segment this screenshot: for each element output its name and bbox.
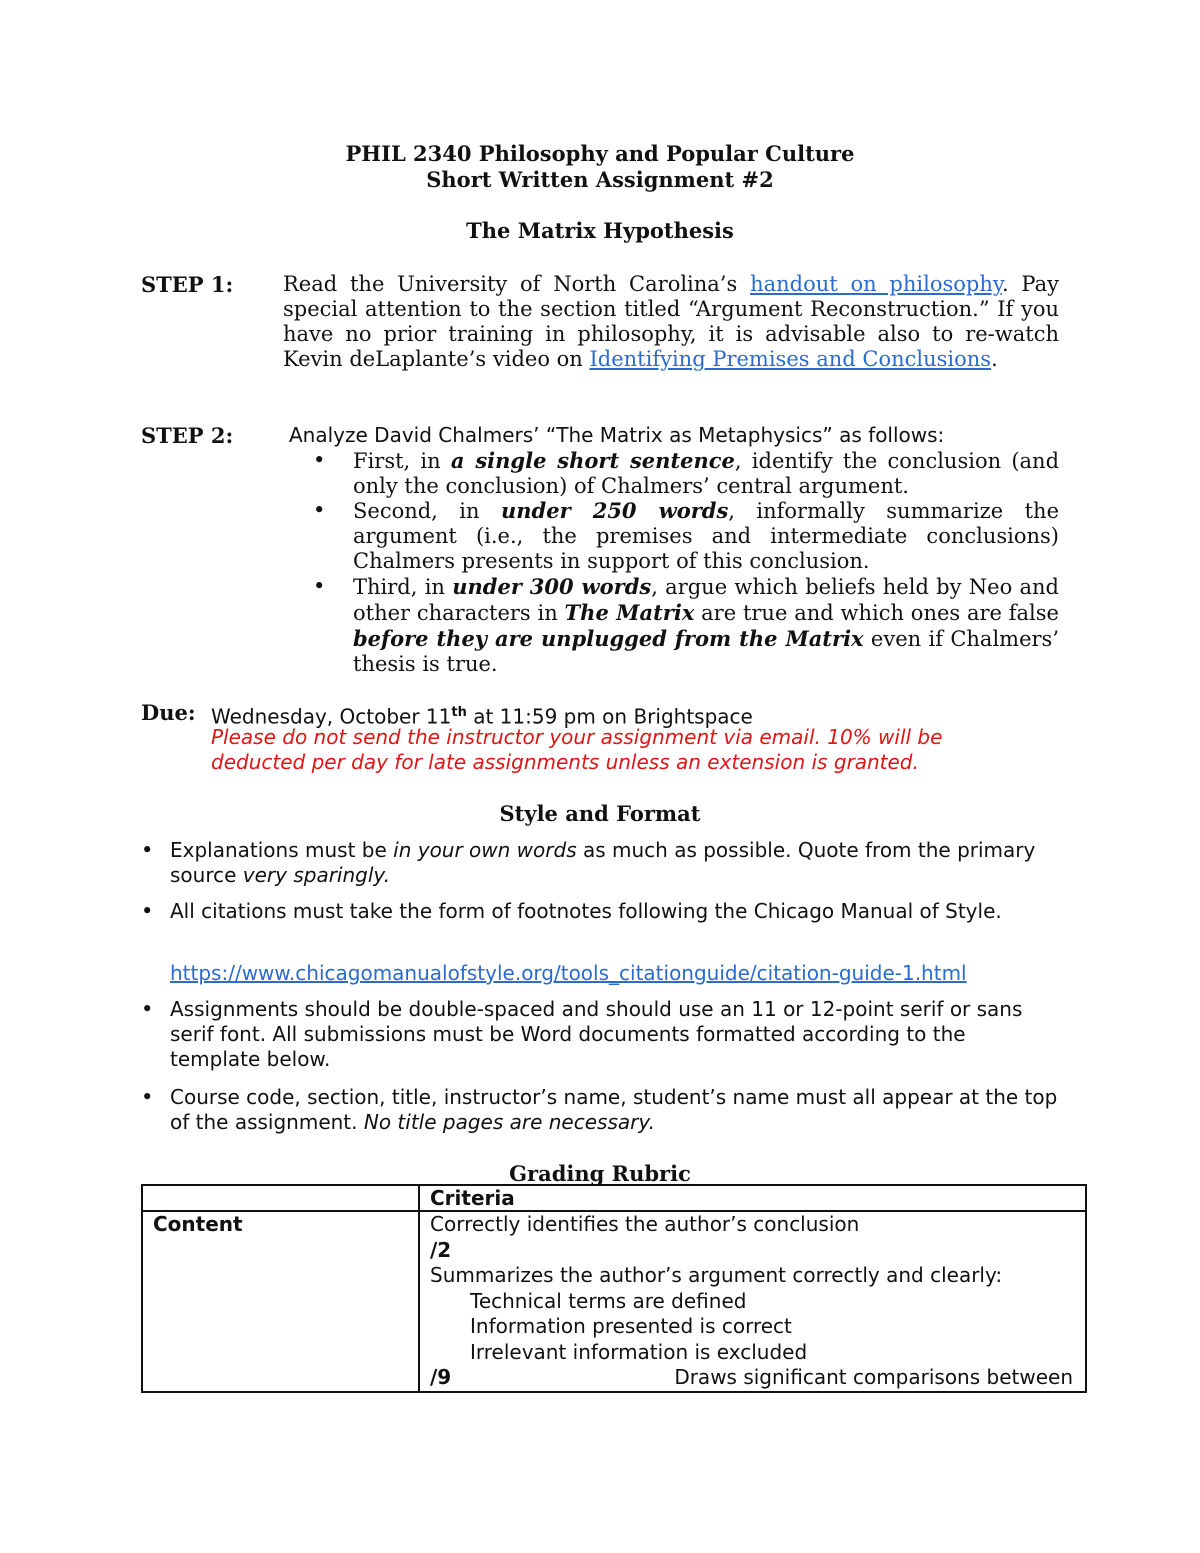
criterion-2-sub-3: Irrelevant information is excluded — [470, 1339, 808, 1364]
step2-intro: Analyze David Chalmers’ “The Matrix as Metaphysics” as follows: — [289, 423, 945, 447]
rubric-table — [141, 1184, 1087, 1393]
table-row — [142, 1211, 1086, 1392]
criterion-3: Draws significant comparisons between — [674, 1365, 1073, 1389]
due-label: Due: — [141, 700, 196, 725]
step1-text-a: Read the University of North Carolina’s — [283, 272, 751, 296]
style-item-3: Assignments should be double-spaced and should use an 11 or 12-point serif or sans serif font. All submissions must be Word documents formatted according to the template below. — [170, 997, 1023, 1071]
step1-text-c: . — [991, 347, 998, 371]
bullet-icon: • — [141, 838, 154, 862]
due-date: Wednesday, October 11th at 11:59 pm on Brightspace — [211, 704, 753, 729]
handout-link[interactable]: handout on philosophy — [750, 272, 1002, 296]
rubric-header-empty — [142, 1185, 419, 1211]
score-1: /2 — [430, 1237, 452, 1262]
rubric-row-label: Content — [142, 1211, 419, 1392]
criterion-3-row — [430, 1365, 1073, 1391]
criterion-1: Correctly identifies the author’s conclusion — [430, 1212, 860, 1236]
step1-label: STEP 1: — [141, 272, 234, 297]
step2-label: STEP 2: — [141, 423, 234, 448]
bullet-icon: • — [313, 574, 326, 598]
bullet-icon: • — [313, 498, 326, 522]
bullet-icon: • — [141, 997, 154, 1021]
bullet-icon: • — [141, 899, 154, 923]
step2-bullet-3: Third, in under 300 words, argue which beliefs held by Neo and other characters in The Matrix are true and which ones are false before they are unplugged from the Matrix even if Chalmers’ thesis is true. — [353, 574, 1059, 676]
assignment-title: Short Written Assignment #2 — [426, 167, 774, 192]
rubric-col-header: Criteria — [419, 1185, 1086, 1211]
bullet-icon: • — [141, 1085, 154, 1109]
topic-title: The Matrix Hypothesis — [466, 218, 734, 243]
table-row — [142, 1185, 1086, 1211]
step2-bullet-1: First, in a single short sentence, identify the conclusion (and only the conclusion) of Chalmers’ central argument. — [353, 448, 1060, 498]
step1-text — [283, 272, 1059, 372]
due-warning-line2: deducted per day for late assignments unless an extension is granted. — [211, 750, 919, 774]
style-item-4: Course code, section, title, instructor’s name, student’s name must all appear at the top of the assignment. No title pages are necessary. — [170, 1085, 1058, 1134]
video-link[interactable]: Identifying Premises and Conclusions — [589, 347, 992, 371]
style-item-2: All citations must take the form of footnotes following the Chicago Manual of Style. — [170, 899, 1002, 923]
rubric-heading: Grading Rubric — [509, 1161, 691, 1186]
step2-bullet-2: Second, in under 250 words, informally summarize the argument (i.e., the premises and intermediate conclusions) Chalmers presents in support of this conclusion. — [353, 498, 1059, 573]
criterion-2-sub-1: Technical terms are defined — [470, 1288, 747, 1313]
criterion-2: Summarizes the author’s argument correctly and clearly: — [430, 1263, 1003, 1287]
score-2: /9 — [430, 1365, 452, 1389]
style-heading: Style and Format — [499, 801, 701, 826]
course-title: PHIL 2340 Philosophy and Popular Culture — [345, 141, 855, 166]
step1-text-b: . Pay special attention to the section titled “Argument Reconstruction.” If you have no prior training in philosophy, it is advisable also to re-watch Kevin deLaplante’s video on — [283, 272, 1059, 371]
due-warning-line1: Please do not send the instructor your assignment via email. 10% will be — [211, 725, 943, 749]
style-item-1: Explanations must be in your own words as much as possible. Quote from the primary source very sparingly. — [170, 838, 1036, 887]
chicago-style-link[interactable]: https://www.chicagomanualofstyle.org/tools_citationguide/citation-guide-1.html — [170, 961, 967, 985]
bullet-icon: • — [313, 448, 326, 472]
rubric-criteria-cell — [419, 1211, 1086, 1392]
criterion-2-sub-2: Information presented is correct — [470, 1314, 792, 1338]
